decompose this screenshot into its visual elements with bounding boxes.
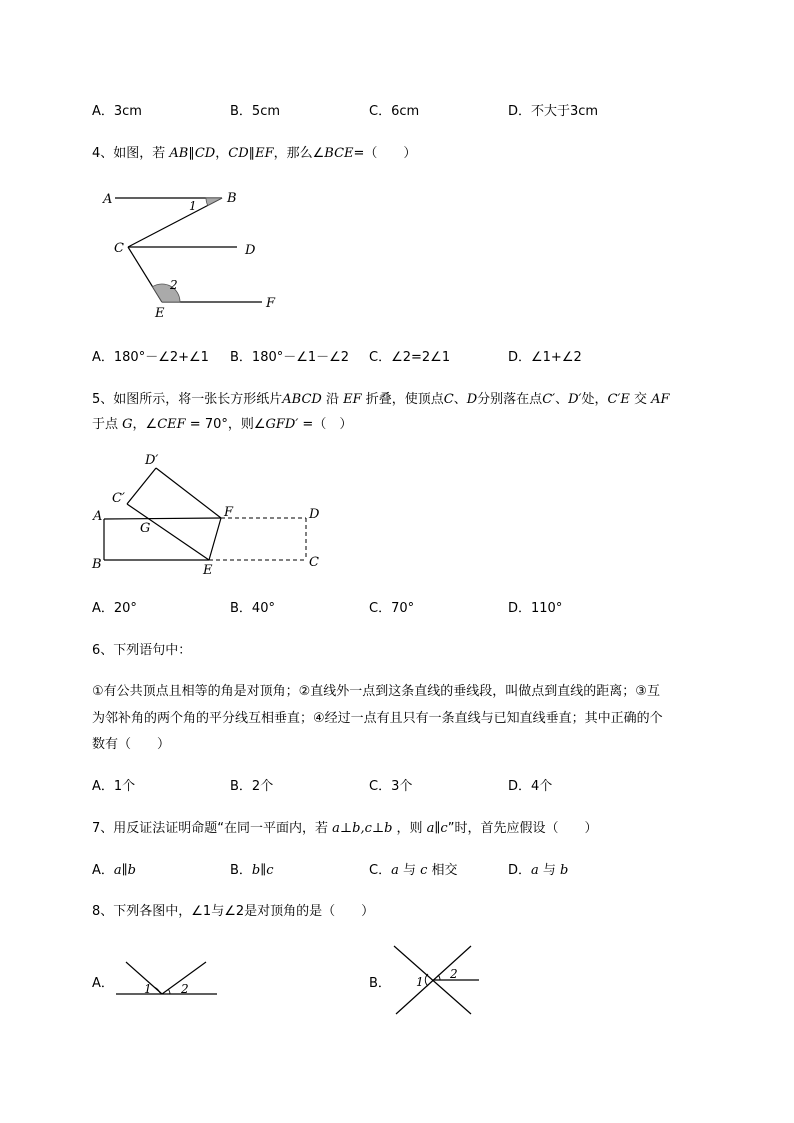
q6-option-c[interactable]: C．3个 [369,779,413,794]
q6-option-a[interactable]: A．1个 [92,779,136,794]
q7-option-b[interactable]: B．b∥c [230,863,274,878]
q3-option-b[interactable]: B．5cm [230,104,281,119]
q7-option-c[interactable]: C．a 与 c 相交 [369,863,458,878]
q5-label-a: A [93,509,103,524]
q8b-label-1: 1 [416,975,424,989]
q5-option-d[interactable]: D．110° [508,601,563,616]
q7-option-d[interactable]: D．a 与 b [508,863,569,878]
q5-label-c: C [309,555,319,570]
q5-label-d: D [309,507,320,522]
q5-option-b[interactable]: B．40° [230,601,275,616]
q5-stem-line2: 于点 G，∠CEF = 70°，则∠GFD′ =（ ） [92,417,353,432]
q4-label-angle2: 2 [170,278,178,292]
q6-title: 6、下列语句中： [92,643,192,658]
q4-option-b[interactable]: B．180°－∠1－∠2 [230,350,350,365]
q8-title: 8、下列各图中，∠1与∠2是对顶角的是（ ） [92,904,375,919]
q8-option-a-label[interactable]: A． [92,976,114,991]
q5-option-a[interactable]: A．20° [92,601,137,616]
q5-option-c[interactable]: C．70° [369,601,415,616]
q4-label-f: F [266,296,276,311]
q5-label-e: E [203,563,213,578]
q4-label-c: C [114,241,124,256]
q8a-label-2: 2 [181,982,189,996]
q8-option-b-label[interactable]: B． [369,976,391,991]
q5-stem-line1: 5、如图所示，将一张长方形纸片ABCD 沿 EF 折叠，使顶点C、D分别落在点C′、D′处，C′E 交 AF [92,392,670,407]
q5-label-g: G [140,521,151,536]
q4-option-d[interactable]: D．∠1+∠2 [508,350,582,365]
q3-option-d[interactable]: D．不大于3cm [508,104,599,119]
q4-label-a: A [103,192,113,207]
q8b-angle2-arc [438,975,440,980]
q4-option-a[interactable]: A．180°－∠2+∠1 [92,350,209,365]
q8a-label-1: 1 [144,982,152,996]
q8b-label-2: 2 [450,967,458,981]
q3-option-a[interactable]: A．3cm [92,104,142,119]
q5-label-dprime: D′ [145,453,159,468]
q4-stem: 4、如图，若 AB∥CD，CD∥EF，那么∠BCE=（ ） [92,146,417,161]
q7-option-a[interactable]: A．a∥b [92,863,136,878]
q4-label-d: D [245,243,256,258]
q7-stem: 7、用反证法证明命题“在同一平面内，若 a⊥b,c⊥b ，则 a∥c”时，首先应假设（ ） [92,821,598,836]
q5-label-cprime: C′ [112,491,125,506]
q4-label-angle1: 1 [189,199,197,213]
q6-option-b[interactable]: B．2个 [230,779,274,794]
q3-option-c[interactable]: C．6cm [369,104,420,119]
q4-label-e: E [155,306,165,321]
q6-para-line1: ①有公共顶点且相等的角是对顶角；②直线外一点到这条直线的垂线段，叫做点到直线的距离；③互 [92,684,660,699]
q4-label-b: B [227,191,237,206]
q6-option-d[interactable]: D．4个 [508,779,553,794]
q4-option-c[interactable]: C．∠2=2∠1 [369,350,451,365]
q5-label-f: F [224,505,234,520]
q5-label-b: B [92,557,102,572]
q6-para-line2: 为邻补角的两个角的平分线互相垂直；④经过一点有且只有一条直线与已知直线垂直；其中正确的个 [92,711,663,726]
q6-para-line3: 数有（ ） [92,737,171,752]
